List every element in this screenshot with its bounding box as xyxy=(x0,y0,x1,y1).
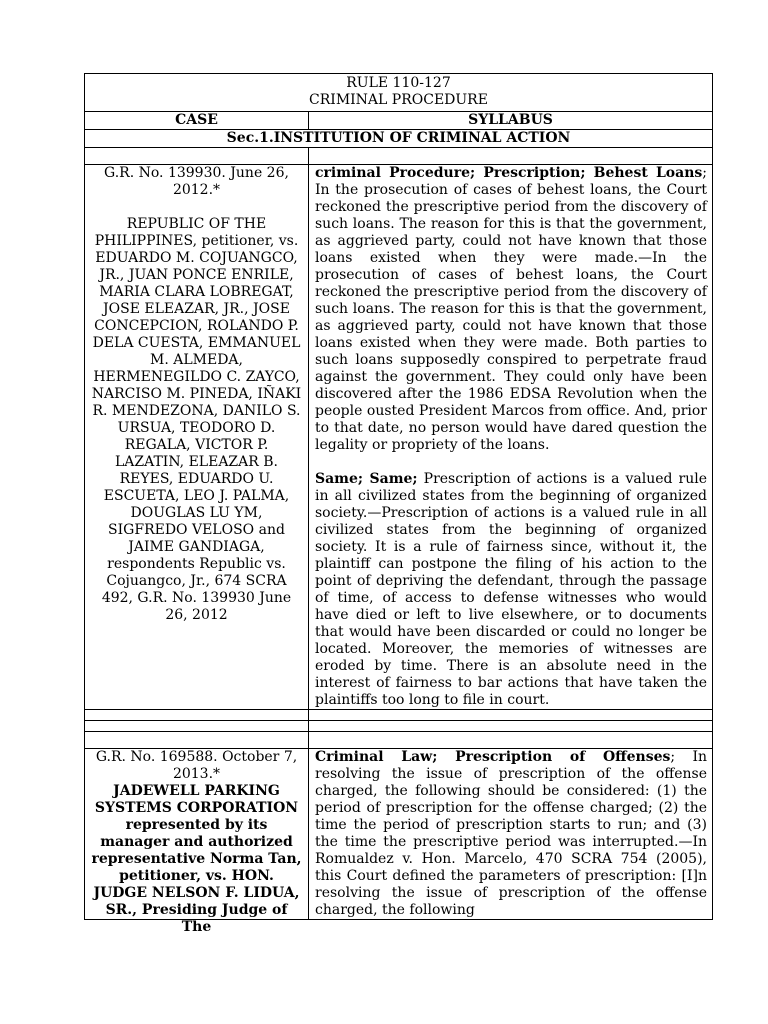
syllabus-cell xyxy=(309,165,713,710)
section-heading: Sec.1.INSTITUTION OF CRIMINAL ACTION xyxy=(85,130,713,148)
syllabus-keywords: criminal Procedure; Prescription; Behest Loans xyxy=(315,165,703,181)
blank-row xyxy=(85,710,713,721)
syllabus-cell xyxy=(309,749,713,920)
header-row xyxy=(85,112,713,130)
rule-title: RULE 110-127 xyxy=(346,75,451,91)
syllabus-text: ; In resolving the issue of prescription of the offense charged, the following should be considered: (1) the period of prescription for the offense charged; (2) the time the period of prescription starts to run; and (3) the time the prescriptive period was interrupted.—In Romualdez v. Hon. Marcelo, 470 SCRA 754 (2005), this Court defined the parameters of prescription: [I]n resolving the issue of prescription of the offense charged, the following xyxy=(315,749,707,918)
syllabus-paragraph xyxy=(315,165,707,454)
syllabus-text: Prescription of actions is a valued rule in all civilized states from the beginning of organized society.—Prescription of actions is a valued rule in all civilized states from the beginning of organized society. It is a rule of fairness since, without it, the plaintiff can postpone the filing of his action to the point of depriving the defendant, through the passage of time, of access to defense witnesses who would have died or left to live elsewhere, or to documents that would have been discarded or could no longer be located. Moreover, the memories of witnesses are eroded by time. There is an absolute need in the interest of fairness to bar actions that have taken the plaintiffs too long to file in court. xyxy=(315,471,708,708)
syllabus-text: ; In the prosecution of cases of behest loans, the Court reckoned the prescriptive period from the discovery of such loans. The reason for this is that the government, as aggrieved party, could not have known that those loans existed when they were made.—In the prosecution of cases of behest loans, the Court reckoned the prescriptive period from the discovery of such loans. The reason for this is that the government, as aggrieved party, could not have known that those loans existed when they were made. Both parties to such loans supposedly conspired to perpetrate fraud against the government. They could only have been discovered after the 1986 EDSA Revolution when the people ousted President Marcos from office. And, prior to that date, no person would have dared question the legality or propriety of the loans. xyxy=(315,165,707,453)
gr-number: G.R. No. 139930. June 26, 2012.* xyxy=(104,165,289,198)
blank-row xyxy=(85,721,713,732)
syllabus-keywords: Criminal Law; Prescription of Offenses xyxy=(315,749,671,765)
section-row xyxy=(85,130,713,148)
syllabus-column-header: SYLLABUS xyxy=(309,112,713,130)
document-page xyxy=(84,73,713,935)
spacer-row xyxy=(85,732,713,749)
case-digest-table xyxy=(84,73,713,935)
case-parties: JADEWELL PARKING SYSTEMS CORPORATION represented by its manager and authorized representative Norma Tan, petitioner, vs. HON. JUDGE NELSON F. LIDUA, SR., Presiding Judge of The xyxy=(91,783,302,935)
case-row xyxy=(85,165,713,710)
subject-title: CRIMINAL PROCEDURE xyxy=(309,92,488,108)
case-parties: REPUBLIC OF THE PHILIPPINES, petitioner, vs. EDUARDO M. COJUANGCO, JR., JUAN PONCE ENRILE, MARIA CLARA LOBREGAT, JOSE ELEAZAR, JR., JOSE CONCEPCION, ROLANDO P. DELA CUESTA, EMMANUEL M. ALMEDA, HERMENEGILDO C. ZAYCO, NARCISO M. PINEDA, IÑAKI R. MENDEZONA, DANILO S. URSUA, TEODORO D. REGALA, VICTOR P. LAZATIN, ELEAZAR B. REYES, EDUARDO U. ESCUETA, LEO J. PALMA, DOUGLAS LU YM, SIGFREDO VELOSO and JAIME GANDIAGA, respondents Republic vs. Cojuangco, Jr., 674 SCRA 492, G.R. No. 139930 June 26, 2012 xyxy=(91,216,302,623)
case-cell xyxy=(85,165,309,710)
syllabus-paragraph xyxy=(315,471,707,709)
gr-number: G.R. No. 169588. October 7, 2013.* xyxy=(95,749,298,782)
case-row xyxy=(85,749,713,920)
spacer-row xyxy=(85,148,713,165)
title-row xyxy=(85,74,713,112)
case-cell xyxy=(85,749,309,935)
syllabus-paragraph xyxy=(315,749,707,919)
syllabus-keywords: Same; Same; xyxy=(315,471,418,487)
case-column-header: CASE xyxy=(85,112,309,130)
